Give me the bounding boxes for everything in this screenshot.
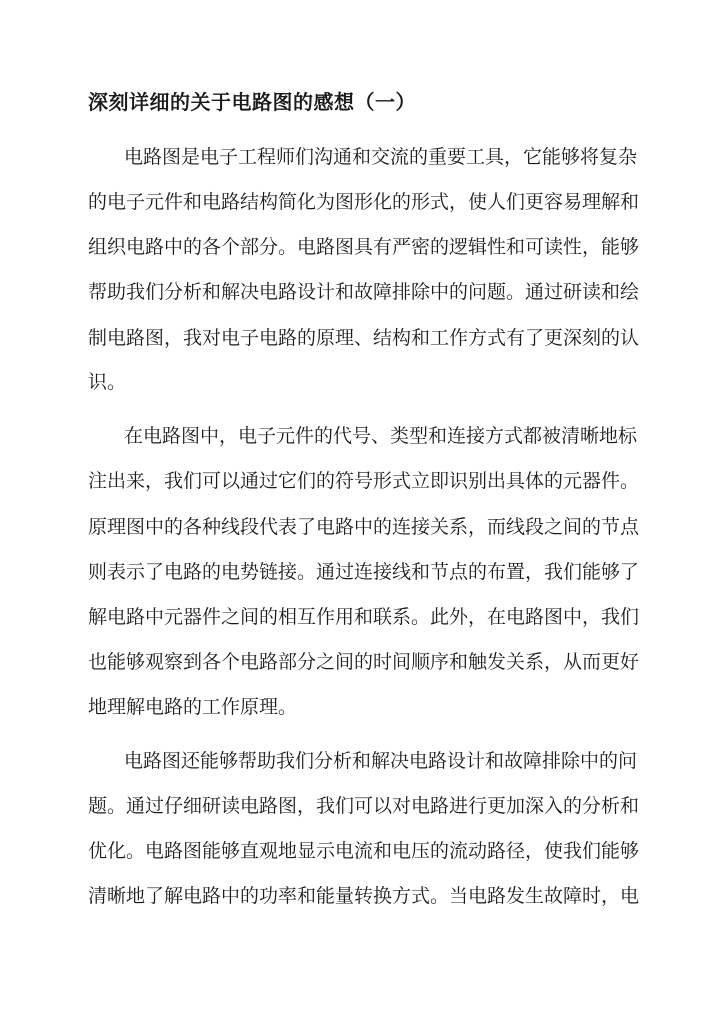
paragraph-3-line-3: 优化。电路图能够直观地显示电流和电压的流动路径，使我们能够 [88, 840, 640, 862]
document-title: 深刻详细的关于电路图的感想（一） [88, 90, 416, 114]
paragraph-2-line-7: 地理解电路的工作原理。 [88, 696, 298, 718]
paragraph-1-line-1: 电路图是电子工程师们沟通和交流的重要工具，它能够将复杂 [124, 146, 638, 168]
paragraph-1-line-5: 制电路图，我对电子电路的原理、结构和工作方式有了更深刻的认 [88, 327, 640, 349]
paragraph-3-line-2: 题。通过仔细研读电路图，我们可以对电路进行更加深入的分析和 [88, 795, 640, 817]
paragraph-1-line-3: 组织电路中的各个部分。电路图具有严密的逻辑性和可读性，能够 [88, 236, 640, 258]
paragraph-3-line-4: 清晰地了解电路中的功率和能量转换方式。当电路发生故障时，电 [88, 885, 640, 907]
paragraph-2-line-6: 也能够观察到各个电路部分之间的时间顺序和触发关系，从而更好 [88, 651, 640, 673]
paragraph-3-line-1: 电路图还能够帮助我们分析和解决电路设计和故障排除中的问 [124, 750, 638, 772]
paragraph-2-line-5: 解电路中元器件之间的相互作用和联系。此外，在电路图中，我们 [88, 606, 640, 628]
paragraph-2-line-1: 在电路图中，电子元件的代号、类型和连接方式都被清晰地标 [124, 425, 638, 447]
paragraph-2-line-4: 则表示了电路的电势链接。通过连接线和节点的布置，我们能够了 [88, 561, 640, 583]
paragraph-1-line-6: 识。 [88, 371, 127, 393]
paragraph-1-line-4: 帮助我们分析和解决电路设计和故障排除中的问题。通过研读和绘 [88, 281, 640, 303]
paragraph-2-line-2: 注出来，我们可以通过它们的符号形式立即识别出具体的元器件。 [88, 470, 640, 492]
paragraph-1-line-2: 的电子元件和电路结构简化为图形化的形式，使人们更容易理解和 [88, 191, 640, 213]
paragraph-2-line-3: 原理图中的各种线段代表了电路中的连接关系，而线段之间的节点 [88, 516, 640, 538]
